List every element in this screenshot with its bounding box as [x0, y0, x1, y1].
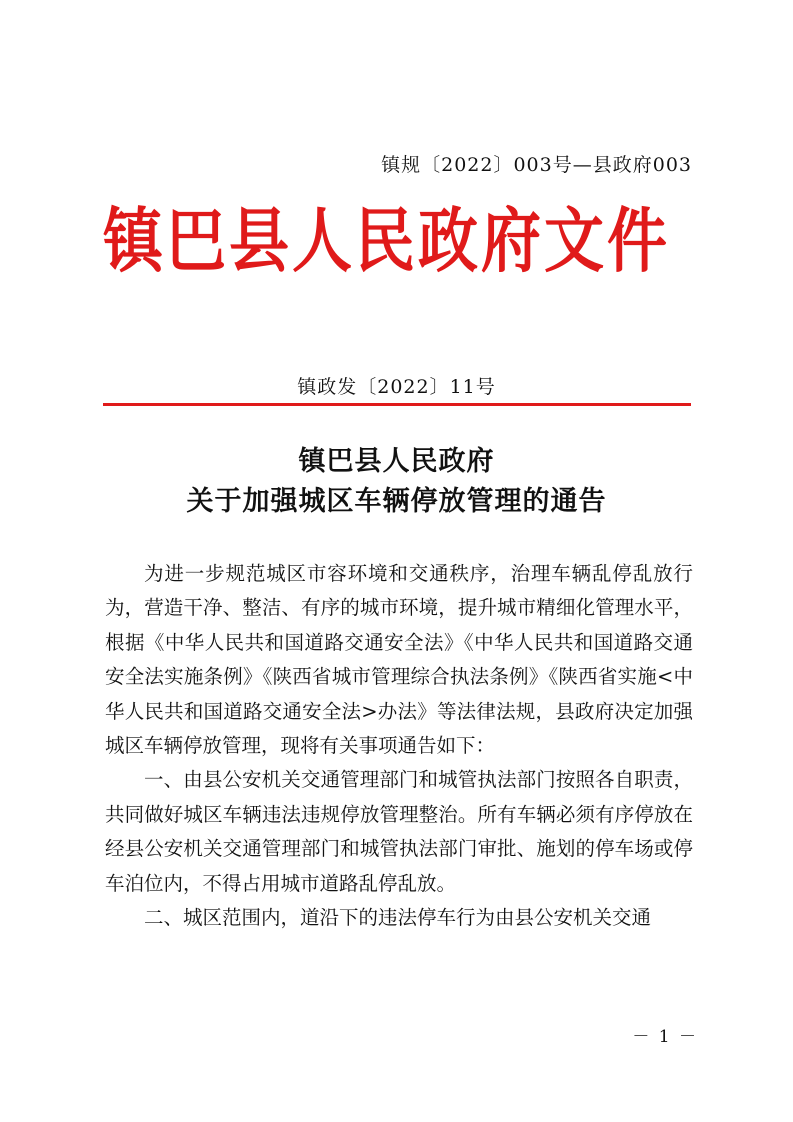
notice-title	[0, 442, 793, 522]
notice-title-line-2: 关于加强城区车辆停放管理的通告	[186, 486, 607, 517]
notice-body	[105, 557, 693, 935]
masthead-title: 镇巴县人民政府文件	[103, 201, 670, 283]
page-number: － 1 －	[632, 1027, 698, 1047]
document-number: 镇政发〔2022〕11号	[297, 376, 496, 398]
body-paragraph-intro: 为进一步规范城区市容环境和交通秩序，治理车辆乱停乱放行为，营造干净、整洁、有序的城市环境，提升城市精细化管理水平，根据《中华人民共和国道路交通安全法》《中华人民共和国道路交通安全法实施条例》《陕西省城市管理综合执法条例》《陕西省实施<中华人民共和国道路交通安全法>办法》等法律法规，县政府决定加强城区车辆停放管理，现将有关事项通告如下：	[105, 562, 693, 758]
body-paragraph-item-1: 一、由县公安机关交通管理部门和城管执法部门按照各自职责，共同做好城区车辆违法违规停放管理整治。所有车辆必须有序停放在经县公安机关交通管理部门和城管执法部门审批、施划的停车场或停车泊位内，不得占用城市道路乱停乱放。	[105, 768, 693, 895]
document-code: 镇规〔2022〕003号—县政府003	[381, 154, 692, 176]
body-paragraph-item-2: 二、城区范围内，道沿下的违法停车行为由县公安机关交通	[144, 906, 652, 930]
red-divider-line	[103, 403, 691, 406]
notice-title-line-1: 镇巴县人民政府	[298, 446, 495, 477]
